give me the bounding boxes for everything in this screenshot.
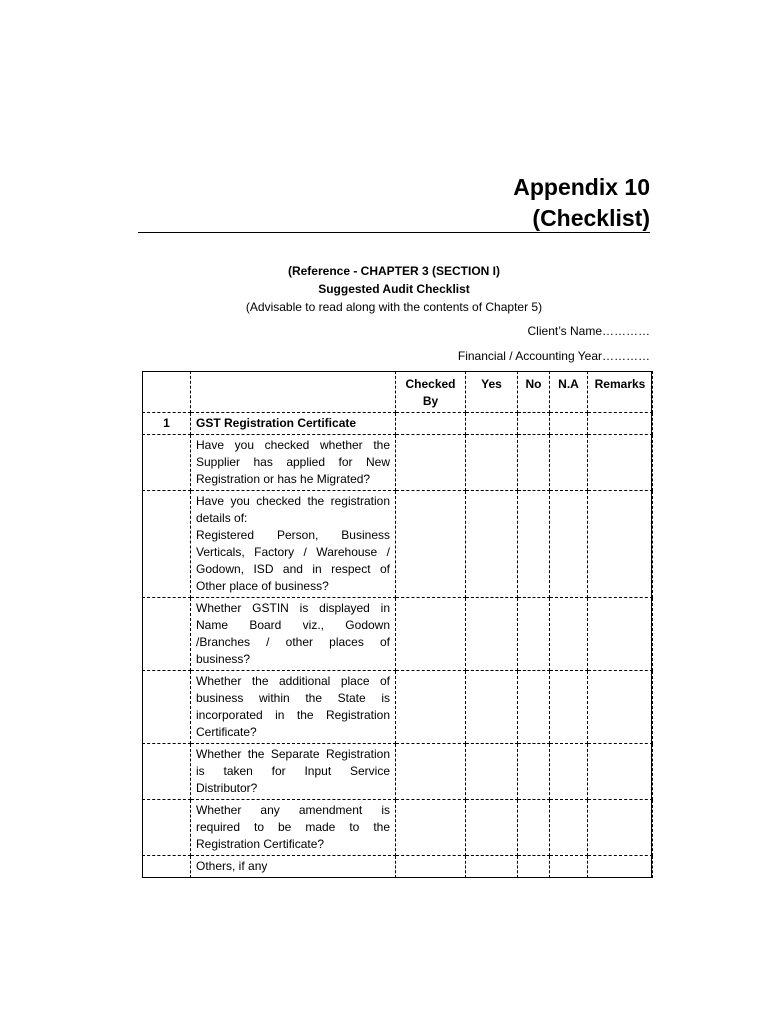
question-cell: Others, if any: [191, 856, 396, 878]
row-number-cell: [143, 598, 191, 671]
question-cell: Have you checked whether the Supplier has applied for New Registration or has he Migrated?: [191, 435, 396, 491]
question-cell: Whether any amendment is required to be made to the Registration Certificate?: [191, 800, 396, 856]
na-cell[interactable]: [550, 598, 588, 671]
no-cell[interactable]: [518, 671, 550, 744]
yes-cell[interactable]: [466, 435, 518, 491]
na-cell[interactable]: [550, 491, 588, 598]
header-sno: [143, 372, 191, 413]
financial-year-field: Financial / Accounting Year…………: [457, 349, 650, 363]
checked-by-cell[interactable]: [396, 800, 466, 856]
table-row: [143, 744, 653, 800]
no-cell[interactable]: [518, 744, 550, 800]
question-cell: Whether the Separate Registration is taken for Input Service Distributor?: [191, 744, 396, 800]
header-remarks: Remarks: [588, 372, 653, 413]
remarks-cell[interactable]: [588, 671, 653, 744]
checked-by-cell[interactable]: [396, 856, 466, 878]
section-title: GST Registration Certificate: [191, 413, 396, 435]
client-name-field: Client’s Name…………: [527, 324, 650, 338]
reference-block: [138, 262, 650, 316]
checked-by-cell[interactable]: [396, 413, 466, 435]
header-item: [191, 372, 396, 413]
remarks-cell[interactable]: [588, 491, 653, 598]
no-cell[interactable]: [518, 598, 550, 671]
appendix-subtitle: (Checklist): [532, 205, 650, 231]
header-checked-by: Checked By: [396, 372, 466, 413]
section-number: 1: [143, 413, 191, 435]
no-cell[interactable]: [518, 491, 550, 598]
table-row: [143, 800, 653, 856]
row-number-cell: [143, 856, 191, 878]
header-no: No: [518, 372, 550, 413]
na-cell[interactable]: [550, 435, 588, 491]
checked-by-cell[interactable]: [396, 435, 466, 491]
checked-by-cell[interactable]: [396, 598, 466, 671]
heading-divider: [138, 232, 650, 233]
na-cell[interactable]: [550, 671, 588, 744]
row-number-cell: [143, 744, 191, 800]
reference-chapter: (Reference - CHAPTER 3 (SECTION I): [287, 264, 501, 278]
table-header-row: [143, 372, 653, 413]
remarks-cell[interactable]: [588, 598, 653, 671]
no-cell[interactable]: [518, 435, 550, 491]
table-row: [143, 671, 653, 744]
remarks-cell[interactable]: [588, 744, 653, 800]
header-yes: Yes: [466, 372, 518, 413]
na-cell[interactable]: [550, 413, 588, 435]
appendix-title: Appendix 10: [513, 174, 650, 200]
checklist-title: Suggested Audit Checklist: [318, 282, 470, 296]
header-na: N.A: [550, 372, 588, 413]
question-cell: Whether the additional place of business within the State is incorporated in the Registration Certificate?: [191, 671, 396, 744]
advisory-note: (Advisable to read along with the contents of Chapter 5): [245, 300, 543, 314]
table-row: [143, 491, 653, 598]
yes-cell[interactable]: [466, 744, 518, 800]
na-cell[interactable]: [550, 856, 588, 878]
checked-by-cell[interactable]: [396, 491, 466, 598]
appendix-heading: [513, 172, 650, 234]
no-cell[interactable]: [518, 800, 550, 856]
yes-cell[interactable]: [466, 856, 518, 878]
checked-by-cell[interactable]: [396, 744, 466, 800]
remarks-cell[interactable]: [588, 413, 653, 435]
row-number-cell: [143, 800, 191, 856]
checked-by-cell[interactable]: [396, 671, 466, 744]
remarks-cell[interactable]: [588, 800, 653, 856]
table-row: [143, 856, 653, 878]
yes-cell[interactable]: [466, 598, 518, 671]
yes-cell[interactable]: [466, 413, 518, 435]
no-cell[interactable]: [518, 856, 550, 878]
yes-cell[interactable]: [466, 671, 518, 744]
na-cell[interactable]: [550, 800, 588, 856]
row-number-cell: [143, 435, 191, 491]
question-cell: Have you checked the registration details of: Registered Person, Business Verticals, Factory / Warehouse / Godown, ISD and in respect of Other place of business?: [191, 491, 396, 598]
table-row: [143, 435, 653, 491]
row-number-cell: [143, 491, 191, 598]
row-number-cell: [143, 671, 191, 744]
remarks-cell[interactable]: [588, 435, 653, 491]
remarks-cell[interactable]: [588, 856, 653, 878]
yes-cell[interactable]: [466, 491, 518, 598]
yes-cell[interactable]: [466, 800, 518, 856]
table-row: [143, 598, 653, 671]
question-cell: Whether GSTIN is displayed in Name Board viz., Godown /Branches / other places of business?: [191, 598, 396, 671]
section-row: [143, 413, 653, 435]
na-cell[interactable]: [550, 744, 588, 800]
audit-checklist-table: [142, 371, 653, 878]
no-cell[interactable]: [518, 413, 550, 435]
